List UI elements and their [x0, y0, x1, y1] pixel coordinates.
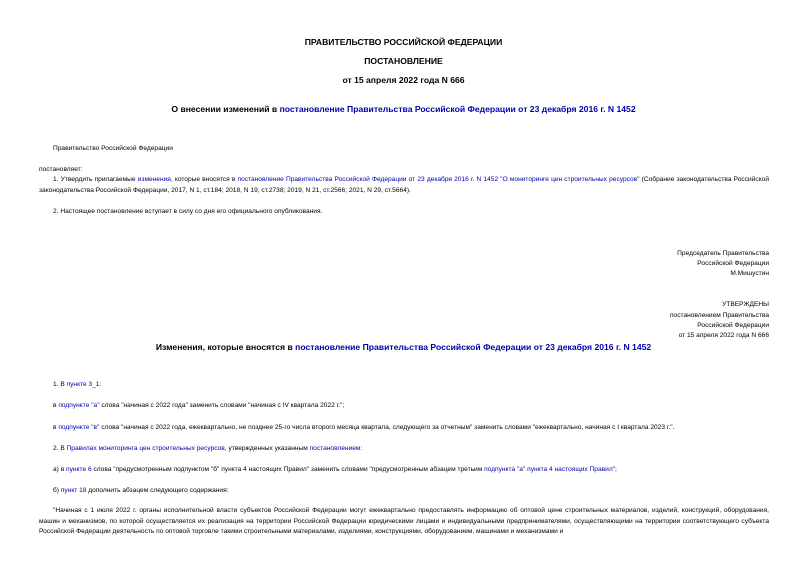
- change-2-a-text-a: а) в: [53, 466, 67, 473]
- document-title-text: О внесении изменений в: [171, 104, 280, 114]
- change-1-a-text-b: слова "начиная с 2022 года" заменить словами "начиная с IV квартала 2022 г.";: [99, 402, 345, 409]
- change-1-a: [53, 401, 344, 412]
- change-2-b-text-b: дополнить абзацем следующего содержания:: [86, 487, 229, 494]
- link-subpoint-a-point-4[interactable]: подпункта "а" пункта 4 настоящих Правил: [484, 466, 613, 473]
- quoted-paragraph: "Начиная с 1 июля 2022 г. органы исполнительной власти субъектов Российской Федерации могут ежеквартально предоставлять информацию об оптовой цене строительных материалов, изделий, конструкций, оборудования, машин и механизмов, по которой осуществляется их реализация на территории Российской Федерации юридическими лицами и индивидуальными предпринимателями, осуществляющими на территории соответствующего субъекта Российской Федерации деятельность по оптовой торговле такими строительными материалами, изделиями, конструкциями, оборудованием, машинами и механизмами и: [39, 507, 769, 535]
- approved-date: от 15 апреля 2022 года N 666: [678, 332, 769, 339]
- change-1-b-text-a: в: [53, 424, 59, 431]
- paragraph-1-line-2: законодательства Российской Федерации, 2017, N 1, ст.184; 2018, N 19, ст.2738; 2019, N 21, ст.2566; 2021, N 29, ст.5664).: [39, 187, 411, 194]
- change-1-b-text-b: слова "начиная с 2022 года, ежеквартально, не позднее 25-го числа второго месяца квартала, следующего за отчетным" заменить словами "ежеквартально, начиная с I квартала 2023 г.".: [99, 424, 675, 431]
- change-2-a-text-c: ";: [612, 466, 617, 473]
- change-1-text-a: 1. В: [53, 381, 67, 388]
- approved-heading: УТВЕРЖДЕНЫ: [722, 301, 769, 308]
- signature-name: М.Мишустин: [730, 270, 769, 277]
- change-1-a-text-a: в: [53, 402, 59, 409]
- approved-country: Российской Федерации: [697, 322, 769, 329]
- document-title: [0, 104, 807, 114]
- link-point-3-1[interactable]: пункте 3_1: [66, 381, 100, 388]
- change-2-text-c: :: [360, 445, 363, 452]
- paragraph-1-line-1: [39, 175, 769, 186]
- change-2-text-b: , утвержденных указанным: [224, 445, 310, 452]
- document-type: ПОСТАНОВЛЕНИЕ: [364, 56, 443, 66]
- paragraph-1-text-a: 1. Утвердить прилагаемые: [53, 176, 138, 183]
- change-2-a-text-b: слова "предусмотренным подпунктом "б" пункта 4 настоящих Правил" заменить словами "предусмотренным абзацем третьим: [91, 466, 485, 473]
- document-date-number: от 15 апреля 2022 года N 666: [342, 75, 465, 85]
- change-2-b: [53, 486, 229, 497]
- change-1: [53, 380, 101, 391]
- approved-by: постановлением Правительства: [669, 312, 769, 319]
- change-2-a: [53, 465, 617, 476]
- change-2-text-a: 2. В: [53, 445, 67, 452]
- link-monitoring-rules[interactable]: Правилах мониторинга цен строительных ресурсов: [66, 445, 225, 452]
- change-2-b-text-a: б): [53, 487, 61, 494]
- link-resolution-1452-monitoring[interactable]: постановление Правительства Российской Федерации от 23 декабря 2016 г. N 1452 "О мониторинге цен строительных ресурсов": [237, 176, 640, 183]
- link-changes[interactable]: изменения: [137, 176, 171, 183]
- change-2: [53, 444, 362, 455]
- change-1-b: [53, 423, 674, 434]
- signature-country: Российской Федерации: [697, 260, 769, 267]
- government-line: Правительство Российской Федерации: [53, 145, 173, 152]
- change-1-text-b: :: [99, 381, 102, 388]
- resolves-line: постановляет:: [39, 166, 83, 173]
- changes-title-link[interactable]: постановление Правительства Российской Федерации от 23 декабря 2016 г. N 1452: [295, 342, 652, 352]
- changes-title: [0, 342, 807, 352]
- title-link-resolution-1452[interactable]: постановление Правительства Российской Федерации от 23 декабря 2016 г. N 1452: [279, 104, 636, 114]
- paragraph-2: 2. Настоящее постановление вступает в силу со дня его официального опубликования.: [53, 208, 323, 215]
- link-subpoint-v[interactable]: подпункте "в": [58, 424, 100, 431]
- government-heading: ПРАВИТЕЛЬСТВО РОССИЙСКОЙ ФЕДЕРАЦИИ: [304, 37, 503, 47]
- signature-position: Председатель Правительства: [677, 250, 769, 257]
- paragraph-1-text-c: (Собрание законодательства Российской: [641, 176, 769, 183]
- link-resolution[interactable]: постановлением: [309, 445, 361, 452]
- link-point-18[interactable]: пункт 18: [60, 487, 87, 494]
- paragraph-1-text-b: , которые вносятся в: [170, 176, 238, 183]
- link-point-6[interactable]: пункте 6: [66, 466, 92, 473]
- link-subpoint-a[interactable]: подпункте "а": [58, 402, 100, 409]
- changes-title-text: Изменения, которые вносятся в: [155, 342, 296, 352]
